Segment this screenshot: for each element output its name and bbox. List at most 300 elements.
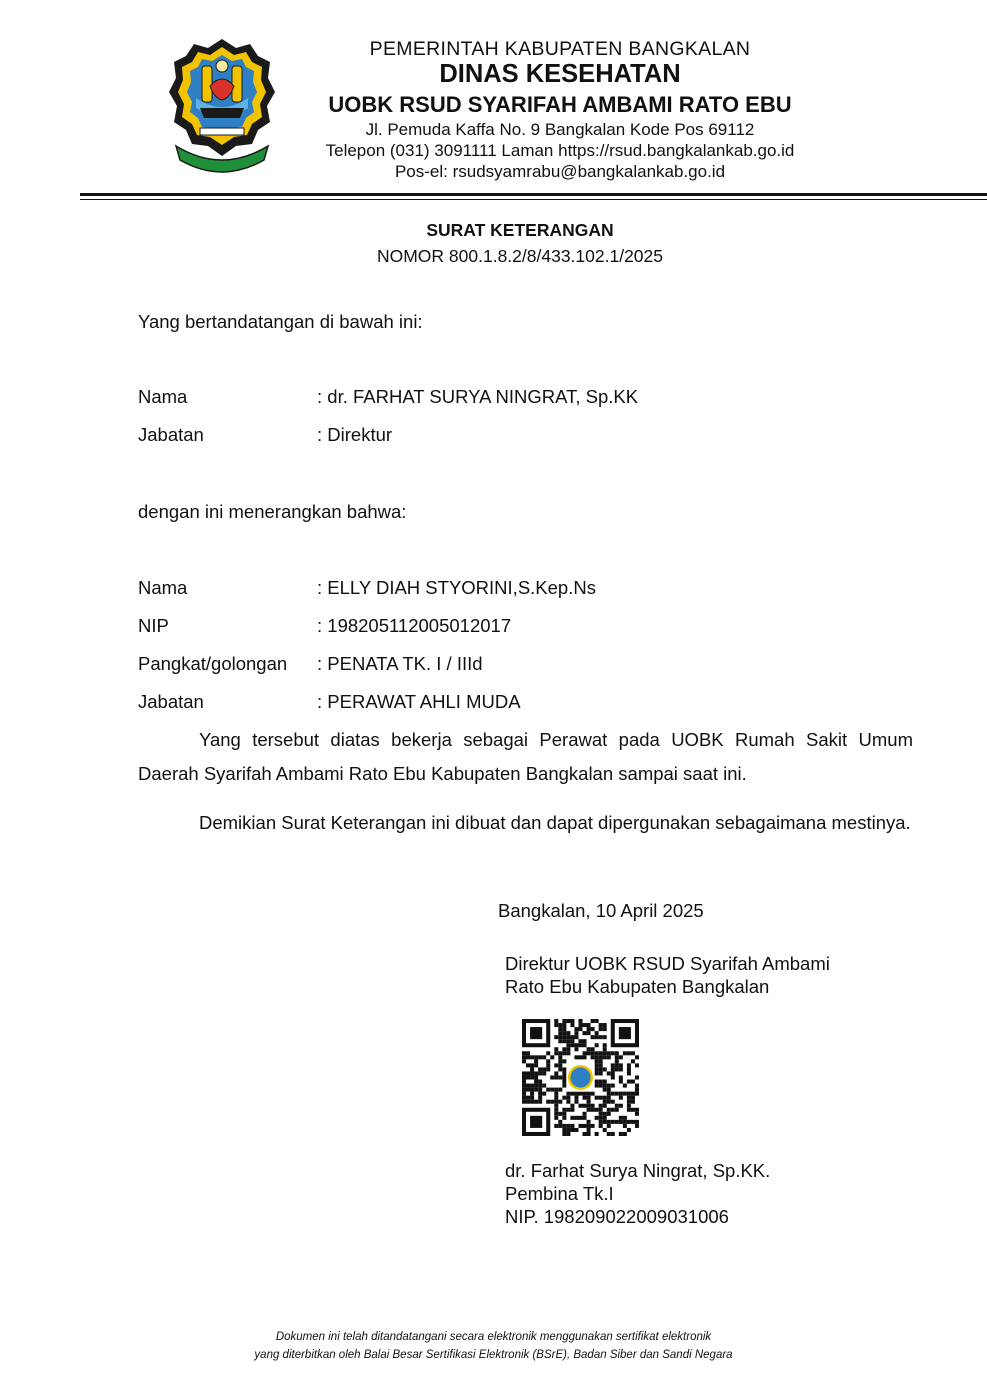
qr-module	[599, 1067, 603, 1071]
qr-module	[627, 1100, 631, 1104]
qr-module	[538, 1084, 542, 1088]
qr-module	[603, 1035, 607, 1039]
qr-module	[595, 1084, 599, 1088]
qr-module	[570, 1023, 574, 1027]
qr-module	[530, 1096, 534, 1100]
qr-module	[522, 1055, 526, 1059]
qr-module	[627, 1051, 631, 1055]
letterhead-government: PEMERINTAH KABUPATEN BANGKALAN	[369, 38, 751, 60]
qr-module	[599, 1108, 603, 1112]
qr-module	[578, 1055, 582, 1059]
qr-module	[526, 1055, 530, 1059]
qr-module	[562, 1019, 566, 1023]
subject-name-label: Nama	[138, 577, 188, 598]
qr-module	[599, 1059, 603, 1063]
qr-module	[607, 1088, 611, 1092]
qr-module	[554, 1071, 558, 1075]
qr-module	[599, 1035, 603, 1039]
qr-module	[526, 1100, 530, 1104]
qr-module	[546, 1088, 550, 1092]
qr-module	[623, 1132, 627, 1136]
qr-module	[615, 1055, 619, 1059]
qr-module	[587, 1092, 591, 1096]
qr-module	[607, 1096, 611, 1100]
qr-module	[627, 1080, 631, 1084]
qr-module	[554, 1116, 558, 1120]
qr-module	[530, 1092, 534, 1096]
qr-module	[595, 1071, 599, 1075]
qr-module	[627, 1104, 631, 1108]
qr-module	[530, 1075, 534, 1079]
qr-module	[619, 1080, 623, 1084]
qr-module	[554, 1047, 558, 1051]
signer-name-label: Nama	[138, 386, 188, 407]
qr-module	[591, 1104, 595, 1108]
qr-module	[574, 1031, 578, 1035]
qr-module	[534, 1075, 538, 1079]
qr-module	[615, 1067, 619, 1071]
qr-module	[591, 1092, 595, 1096]
qr-module	[595, 1108, 599, 1112]
qr-module	[611, 1071, 615, 1075]
qr-module	[530, 1071, 534, 1075]
qr-module	[574, 1100, 578, 1104]
qr-module	[558, 1075, 562, 1079]
qr-module	[587, 1132, 591, 1136]
qr-module	[562, 1096, 566, 1100]
qr-module	[583, 1055, 587, 1059]
qr-module	[562, 1132, 566, 1136]
qr-module	[619, 1092, 623, 1096]
qr-module	[566, 1035, 570, 1039]
qr-module	[562, 1047, 566, 1051]
qr-module	[570, 1128, 574, 1132]
qr-module	[578, 1027, 582, 1031]
signature-office-line2: Rato Ebu Kabupaten Bangkalan	[505, 976, 770, 997]
qr-module	[558, 1027, 562, 1031]
qr-module	[595, 1019, 599, 1023]
qr-module	[562, 1039, 566, 1043]
qr-module	[595, 1043, 599, 1047]
qr-module	[562, 1031, 566, 1035]
letterhead-agency: DINAS KESEHATAN	[439, 60, 681, 88]
qr-module	[599, 1116, 603, 1120]
qr-module	[635, 1124, 639, 1128]
qr-module	[562, 1116, 566, 1120]
qr-module	[554, 1063, 558, 1067]
qr-module	[574, 1128, 578, 1132]
qr-module	[615, 1059, 619, 1063]
qr-module	[526, 1051, 530, 1055]
qr-module	[635, 1108, 639, 1112]
qr-module	[607, 1100, 611, 1104]
qr-module	[583, 1092, 587, 1096]
qr-module	[595, 1080, 599, 1084]
qr-module	[574, 1055, 578, 1059]
qr-module	[534, 1084, 538, 1088]
qr-module	[578, 1116, 582, 1120]
qr-module	[603, 1120, 607, 1124]
qr-module	[595, 1116, 599, 1120]
qr-module	[631, 1108, 635, 1112]
qr-module	[587, 1128, 591, 1132]
qr-module	[627, 1120, 631, 1124]
qr-module	[570, 1124, 574, 1128]
qr-module	[566, 1100, 570, 1104]
qr-module	[558, 1035, 562, 1039]
qr-module	[562, 1080, 566, 1084]
qr-module	[607, 1084, 611, 1088]
qr-module	[578, 1124, 582, 1128]
signer-name: dr. Farhat Surya Ningrat, Sp.KK.	[505, 1160, 771, 1181]
qr-module	[558, 1100, 562, 1104]
footer-bsre-note-1: Dokumen ini telah ditandatangani secara elektronik menggunakan sertifikat elektronik	[275, 1331, 712, 1343]
qr-module	[591, 1027, 595, 1031]
qr-module	[558, 1067, 562, 1071]
qr-module	[558, 1088, 562, 1092]
qr-module	[599, 1027, 603, 1031]
qr-module	[595, 1035, 599, 1039]
qr-finder-core	[619, 1027, 631, 1039]
qr-module	[587, 1047, 591, 1051]
qr-module	[587, 1104, 591, 1108]
qr-module	[607, 1108, 611, 1112]
qr-module	[562, 1124, 566, 1128]
electronic-signature-qr-code	[522, 1019, 639, 1136]
qr-module	[627, 1092, 631, 1096]
qr-module	[538, 1080, 542, 1084]
qr-module	[611, 1051, 615, 1055]
qr-module	[554, 1092, 558, 1096]
qr-module	[554, 1112, 558, 1116]
qr-module	[599, 1071, 603, 1075]
subject-rank-value: : PENATA TK. I / IIId	[317, 653, 483, 674]
qr-module	[526, 1071, 530, 1075]
qr-module	[623, 1092, 627, 1096]
qr-module	[558, 1023, 562, 1027]
qr-module	[522, 1100, 526, 1104]
qr-module	[566, 1132, 570, 1136]
qr-module	[603, 1128, 607, 1132]
qr-module	[526, 1075, 530, 1079]
qr-module	[635, 1112, 639, 1116]
qr-module	[542, 1092, 546, 1096]
qr-module	[623, 1051, 627, 1055]
qr-module	[578, 1104, 582, 1108]
qr-module	[611, 1067, 615, 1071]
qr-module	[558, 1063, 562, 1067]
qr-module	[591, 1035, 595, 1039]
qr-module	[558, 1124, 562, 1128]
qr-module	[546, 1059, 550, 1063]
subject-position-value: : PERAWAT AHLI MUDA	[317, 691, 521, 712]
qr-module	[546, 1063, 550, 1067]
qr-module	[562, 1075, 566, 1079]
qr-module	[583, 1043, 587, 1047]
qr-module	[603, 1023, 607, 1027]
qr-module	[603, 1096, 607, 1100]
qr-module	[635, 1063, 639, 1067]
qr-module	[522, 1059, 526, 1063]
qr-module	[522, 1051, 526, 1055]
intro-text: Yang bertandatangan di bawah ini:	[138, 311, 423, 332]
qr-module	[562, 1112, 566, 1116]
qr-module	[599, 1096, 603, 1100]
qr-module	[566, 1019, 570, 1023]
qr-module	[566, 1092, 570, 1096]
qr-module	[619, 1120, 623, 1124]
qr-module	[599, 1055, 603, 1059]
body-paragraph-2-text: Demikian Surat Keterangan ini dibuat dan dapat dipergunakan sebagaimana mestinya.	[199, 812, 911, 833]
letterhead-contact: Telepon (031) 3091111 Laman https://rsud.bangkalankab.go.id	[325, 141, 795, 160]
qr-module	[542, 1071, 546, 1075]
qr-module	[619, 1104, 623, 1108]
qr-module	[591, 1055, 595, 1059]
qr-module	[587, 1108, 591, 1112]
qr-module	[607, 1120, 611, 1124]
qr-module	[534, 1055, 538, 1059]
qr-module	[554, 1019, 558, 1023]
document-number: NOMOR 800.1.8.2/8/433.102.1/2025	[376, 246, 664, 266]
qr-module	[570, 1019, 574, 1023]
qr-module	[534, 1071, 538, 1075]
qr-module	[599, 1112, 603, 1116]
document-title: SURAT KETERANGAN	[426, 220, 614, 240]
qr-module	[550, 1075, 554, 1079]
qr-module	[554, 1035, 558, 1039]
qr-module	[635, 1092, 639, 1096]
qr-module	[599, 1120, 603, 1124]
qr-module	[603, 1112, 607, 1116]
qr-module	[530, 1100, 534, 1104]
qr-module	[570, 1043, 574, 1047]
body-paragraph-1-text: Yang tersebut diatas bekerja sebagai Perawat pada UOBK Rumah Sakit Umum Daerah Syarifah Ambami Rato Ebu Kabupaten Bangkalan sampai saat ini.	[138, 729, 913, 784]
qr-module	[554, 1023, 558, 1027]
qr-module	[619, 1055, 623, 1059]
qr-module	[578, 1092, 582, 1096]
qr-module	[603, 1055, 607, 1059]
qr-module	[607, 1092, 611, 1096]
qr-module	[619, 1096, 623, 1100]
qr-module	[538, 1055, 542, 1059]
qr-module	[607, 1051, 611, 1055]
qr-module	[566, 1047, 570, 1051]
qr-module	[615, 1092, 619, 1096]
qr-module	[619, 1075, 623, 1079]
signer-position-value: : Direktur	[317, 424, 393, 445]
qr-module	[538, 1096, 542, 1100]
qr-module	[603, 1104, 607, 1108]
qr-module	[591, 1019, 595, 1023]
qr-module	[611, 1075, 615, 1079]
qr-module	[538, 1100, 542, 1104]
qr-module	[562, 1067, 566, 1071]
qr-module	[611, 1120, 615, 1124]
qr-module	[599, 1051, 603, 1055]
qr-module	[583, 1104, 587, 1108]
qr-module	[558, 1031, 562, 1035]
qr-module	[587, 1051, 591, 1055]
qr-module	[562, 1071, 566, 1075]
subject-position-label: Jabatan	[138, 691, 204, 712]
qr-module	[595, 1067, 599, 1071]
qr-module	[627, 1067, 631, 1071]
qr-module	[554, 1124, 558, 1128]
qr-module	[603, 1080, 607, 1084]
qr-module	[627, 1096, 631, 1100]
qr-module	[554, 1088, 558, 1092]
qr-module	[587, 1023, 591, 1027]
qr-module	[603, 1067, 607, 1071]
qr-module	[607, 1055, 611, 1059]
qr-module	[558, 1112, 562, 1116]
qr-module	[554, 1100, 558, 1104]
qr-module	[574, 1027, 578, 1031]
qr-module	[583, 1124, 587, 1128]
qr-module	[631, 1096, 635, 1100]
qr-module	[603, 1088, 607, 1092]
qr-module	[607, 1112, 611, 1116]
qr-module	[562, 1035, 566, 1039]
qr-module	[570, 1092, 574, 1096]
qr-module	[591, 1047, 595, 1051]
letterhead-rule-thin	[80, 199, 987, 200]
qr-module	[554, 1096, 558, 1100]
qr-module	[522, 1075, 526, 1079]
qr-module	[578, 1023, 582, 1027]
qr-module	[587, 1100, 591, 1104]
qr-module	[599, 1063, 603, 1067]
body-paragraph-2	[138, 810, 913, 836]
qr-module	[595, 1096, 599, 1100]
qr-module	[570, 1035, 574, 1039]
qr-module	[595, 1051, 599, 1055]
qr-module	[574, 1116, 578, 1120]
qr-module	[558, 1039, 562, 1043]
qr-module	[562, 1128, 566, 1132]
qr-module	[583, 1096, 587, 1100]
letterhead-rule-thick	[80, 193, 987, 196]
qr-module	[526, 1096, 530, 1100]
qr-module	[611, 1092, 615, 1096]
qr-module	[583, 1112, 587, 1116]
qr-module	[570, 1039, 574, 1043]
qr-module	[619, 1132, 623, 1136]
qr-module	[623, 1124, 627, 1128]
qr-module	[603, 1043, 607, 1047]
qr-module	[522, 1088, 526, 1092]
qr-module	[611, 1132, 615, 1136]
qr-module	[570, 1104, 574, 1108]
qr-module	[542, 1067, 546, 1071]
qr-module	[603, 1047, 607, 1051]
qr-module	[615, 1104, 619, 1108]
qr-module	[530, 1055, 534, 1059]
qr-module	[522, 1096, 526, 1100]
qr-module	[566, 1096, 570, 1100]
qr-module	[611, 1108, 615, 1112]
qr-module	[591, 1108, 595, 1112]
qr-module	[603, 1100, 607, 1104]
qr-module	[522, 1092, 526, 1096]
qr-module	[615, 1120, 619, 1124]
qr-module	[631, 1059, 635, 1063]
qr-module	[631, 1100, 635, 1104]
qr-module	[530, 1088, 534, 1092]
subject-nip-label: NIP	[138, 615, 169, 636]
subject-rank-label: Pangkat/golongan	[138, 653, 288, 674]
qr-module	[599, 1084, 603, 1088]
qr-module	[562, 1027, 566, 1031]
qr-module	[635, 1084, 639, 1088]
qr-module	[530, 1084, 534, 1088]
qr-module	[583, 1023, 587, 1027]
qr-module	[574, 1096, 578, 1100]
qr-module	[603, 1084, 607, 1088]
qr-module	[554, 1051, 558, 1055]
qr-module	[574, 1043, 578, 1047]
letterhead-address: Jl. Pemuda Kaffa No. 9 Bangkalan Kode Pos 69112	[365, 120, 755, 139]
signer-nip: NIP. 198209022009031006	[505, 1206, 729, 1227]
qr-module	[530, 1063, 534, 1067]
qr-module	[566, 1124, 570, 1128]
qr-module	[631, 1051, 635, 1055]
qr-module	[554, 1104, 558, 1108]
qr-module	[530, 1067, 534, 1071]
qr-module	[566, 1039, 570, 1043]
qr-module	[599, 1023, 603, 1027]
qr-module	[578, 1039, 582, 1043]
qr-module	[522, 1080, 526, 1084]
qr-module	[583, 1132, 587, 1136]
qr-module	[534, 1063, 538, 1067]
qr-module	[546, 1067, 550, 1071]
qr-module	[526, 1063, 530, 1067]
letterhead-hospital: UOBK RSUD SYARIFAH AMBAMI RATO EBU	[328, 92, 792, 117]
qr-module	[607, 1132, 611, 1136]
signer-name-value: : dr. FARHAT SURYA NINGRAT, Sp.KK	[317, 386, 639, 407]
qr-module	[546, 1100, 550, 1104]
qr-module	[587, 1124, 591, 1128]
qr-module	[635, 1075, 639, 1079]
qr-module	[603, 1051, 607, 1055]
qr-module	[623, 1084, 627, 1088]
qr-module	[623, 1120, 627, 1124]
qr-module	[550, 1055, 554, 1059]
qr-module	[603, 1027, 607, 1031]
qr-module	[635, 1088, 639, 1092]
qr-module	[562, 1059, 566, 1063]
qr-module	[635, 1055, 639, 1059]
qr-module	[583, 1051, 587, 1055]
qr-module	[558, 1055, 562, 1059]
qr-module	[566, 1128, 570, 1132]
qr-module	[607, 1071, 611, 1075]
qr-module	[631, 1092, 635, 1096]
qr-module	[526, 1084, 530, 1088]
qr-module	[607, 1124, 611, 1128]
qr-module	[566, 1108, 570, 1112]
qr-module	[554, 1075, 558, 1079]
qr-module	[534, 1059, 538, 1063]
subject-name-value: : ELLY DIAH STYORINI,S.Kep.Ns	[317, 577, 596, 598]
qr-module	[562, 1108, 566, 1112]
qr-module	[526, 1088, 530, 1092]
qr-module	[635, 1120, 639, 1124]
qr-module	[566, 1031, 570, 1035]
statement-text: dengan ini menerangkan bahwa:	[138, 501, 407, 522]
qr-module	[570, 1108, 574, 1112]
